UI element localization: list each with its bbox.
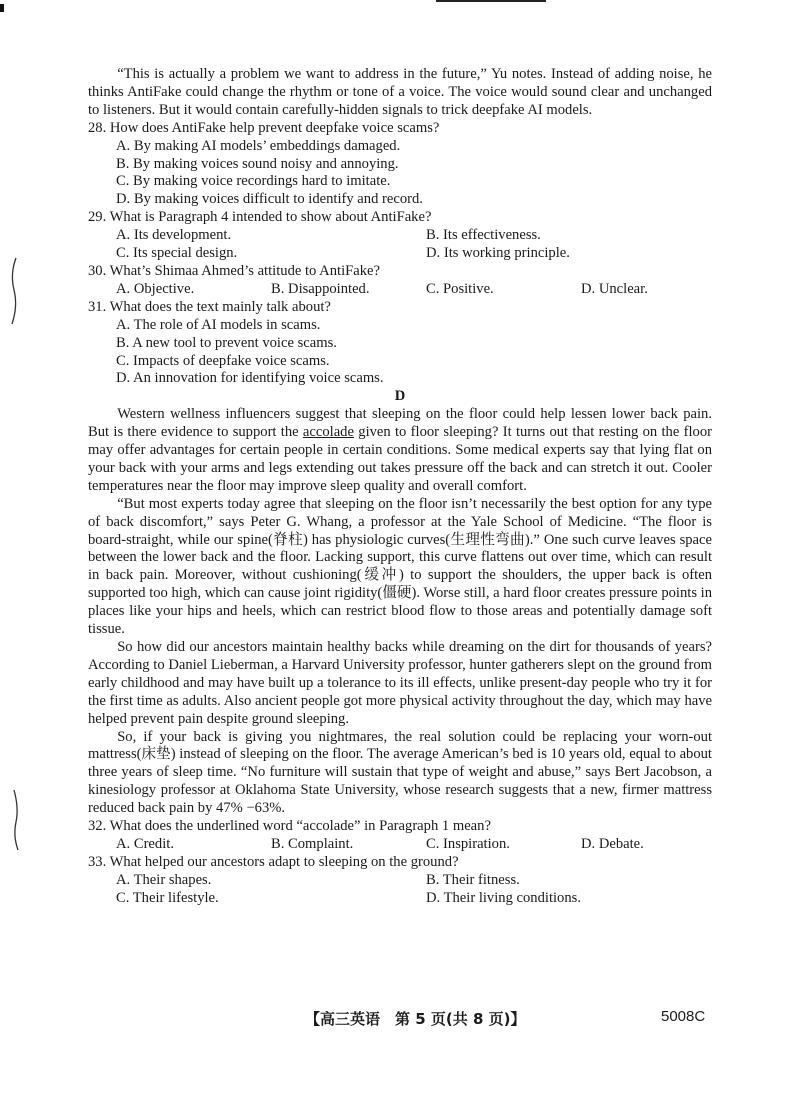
question-30: 30. What’s Shimaa Ahmed’s attitude to AntiFake? (88, 262, 380, 279)
q29-options-row-2 (88, 245, 712, 263)
underlined-word-accolade: accolade (302, 424, 354, 441)
passage-d-paragraph-4: So, if your back is giving you nightmares, the real solution could be replacing your worn-out mattress(床垫) instead of sleeping on the floor. The average American’s bed is 10 years old, equal to about three years of sleep time. “No furniture will sustain that type of weight and abuse,” says Bert Jacobson, a kinesiology professor at Oklahoma State University, whose research suggests that a new, firmer mattress reduced back pain by 47% −63%. (88, 728, 712, 817)
q32-option-b: B. Complaint. (271, 835, 354, 852)
q30-options-row (88, 281, 712, 299)
q31-option-a: A. The role of AI models in scams. (116, 316, 321, 333)
question-32: 32. What does the underlined word “accolade” in Paragraph 1 mean? (88, 818, 491, 835)
q31-option-d: D. An innovation for identifying voice scams. (116, 370, 384, 387)
q30-option-b: B. Disappointed. (271, 280, 370, 297)
binding-mark (10, 788, 24, 852)
question-31: 31. What does the text mainly talk about? (88, 298, 331, 315)
q28-option-b: B. By making voices sound noisy and annoying. (116, 155, 399, 172)
q29-option-d: D. Its working principle. (426, 245, 570, 262)
question-28: 28. How does AntiFake help prevent deepfake voice scams? (88, 119, 440, 136)
p1-text-before: Western wellness influencers suggest that sleeping on the floor could help lessen lower back pain. But is there evidence to support the (88, 406, 712, 441)
q33-option-a: A. Their shapes. (116, 871, 212, 888)
q33-option-d: D. Their living conditions. (426, 889, 581, 906)
q31-option-b: B. A new tool to prevent voice scams. (116, 334, 337, 351)
q29-options-row-1 (88, 227, 712, 245)
top-rule (436, 0, 546, 2)
q29-option-c: C. Its special design. (116, 245, 238, 262)
question-33: 33. What helped our ancestors adapt to sleeping on the ground? (88, 853, 459, 870)
p1-text-after: given to floor sleeping? It turns out that resting on the floor may offer advantages for certain people in certain conditions. Some medical experts say that lying flat on your back with your arms and legs extending out takes pressure off the back and can stretch it out. Cooler temperatures near the floor may improve sleep quality and overall comfort. (88, 424, 712, 494)
exam-code: 5008C (661, 1008, 706, 1025)
passage-d-paragraph-1 (88, 406, 712, 496)
q33-options-row-1 (88, 872, 712, 890)
exam-page (88, 66, 712, 908)
q32-option-c: C. Inspiration. (426, 835, 510, 852)
q29-option-b: B. Its effectiveness. (426, 227, 541, 244)
q32-option-a: A. Credit. (116, 835, 174, 852)
passage-d-paragraph-3: So how did our ancestors maintain healthy backs while dreaming on the dirt for thousands of years? According to Daniel Lieberman, a Harvard University professor, hunter gatherers slept on the ground from early childhood and may have built up a tolerance to its ill effects, unlike present-day people who try it for the first time as adults. Also ancient people got more physical activity throughout the day, which may have helped prevent pain despite ground sleeping. (88, 639, 712, 727)
corner-mark (0, 4, 4, 12)
binding-mark (6, 256, 22, 326)
q29-option-a: A. Its development. (116, 227, 232, 244)
question-29: 29. What is Paragraph 4 intended to show about AntiFake? (88, 209, 432, 226)
passage-c-last-paragraph: “This is actually a problem we want to address in the future,” Yu notes. Instead of adding noise, he thinks AntiFake could change the rhythm or tone of a voice. The voice would sound clear and unchanged to listeners. But it would contain carefully-hidden signals to trick deepfake AI models. (88, 66, 712, 118)
passage-d-paragraph-2: “But most experts today agree that sleeping on the floor isn’t necessarily the best option for any type of back discomfort,” says Peter G. Whang, a professor at the Yale School of Medicine. “The floor is board-straight, while our spine(脊柱) has physiologic curves(生理性弯曲).” One such curve leaves space between the lower back and the floor. Lacking support, this curve flattens out over time, which can result in back pain. Moreover, without cushioning(缓冲) to support the shoulders, the upper back is often supported too high, which can cause joint rigidity(僵硬). Worse still, a hard floor creates pressure points in places like your hips and heels, which can restrict blood flow to those areas and potentially damage soft tissue. (88, 495, 712, 638)
q33-options-row-2 (88, 890, 712, 908)
q33-option-b: B. Their fitness. (426, 871, 520, 888)
q30-option-d: D. Unclear. (581, 280, 648, 297)
q28-option-a: A. By making AI models’ embeddings damaged. (116, 137, 401, 154)
q30-option-c: C. Positive. (426, 280, 494, 297)
q28-option-d: D. By making voices difficult to identify and record. (116, 191, 423, 208)
q32-option-d: D. Debate. (581, 835, 644, 852)
q30-option-a: A. Objective. (116, 280, 195, 297)
q31-option-c: C. Impacts of deepfake voice scams. (116, 352, 330, 369)
q28-option-c: C. By making voice recordings hard to imitate. (116, 173, 391, 190)
q32-options-row (88, 836, 712, 854)
section-d-heading: D (394, 388, 406, 405)
q33-option-c: C. Their lifestyle. (116, 889, 219, 906)
page-number-label: 【高三英语 第 5 页(共 8 页)】 (305, 1010, 526, 1028)
